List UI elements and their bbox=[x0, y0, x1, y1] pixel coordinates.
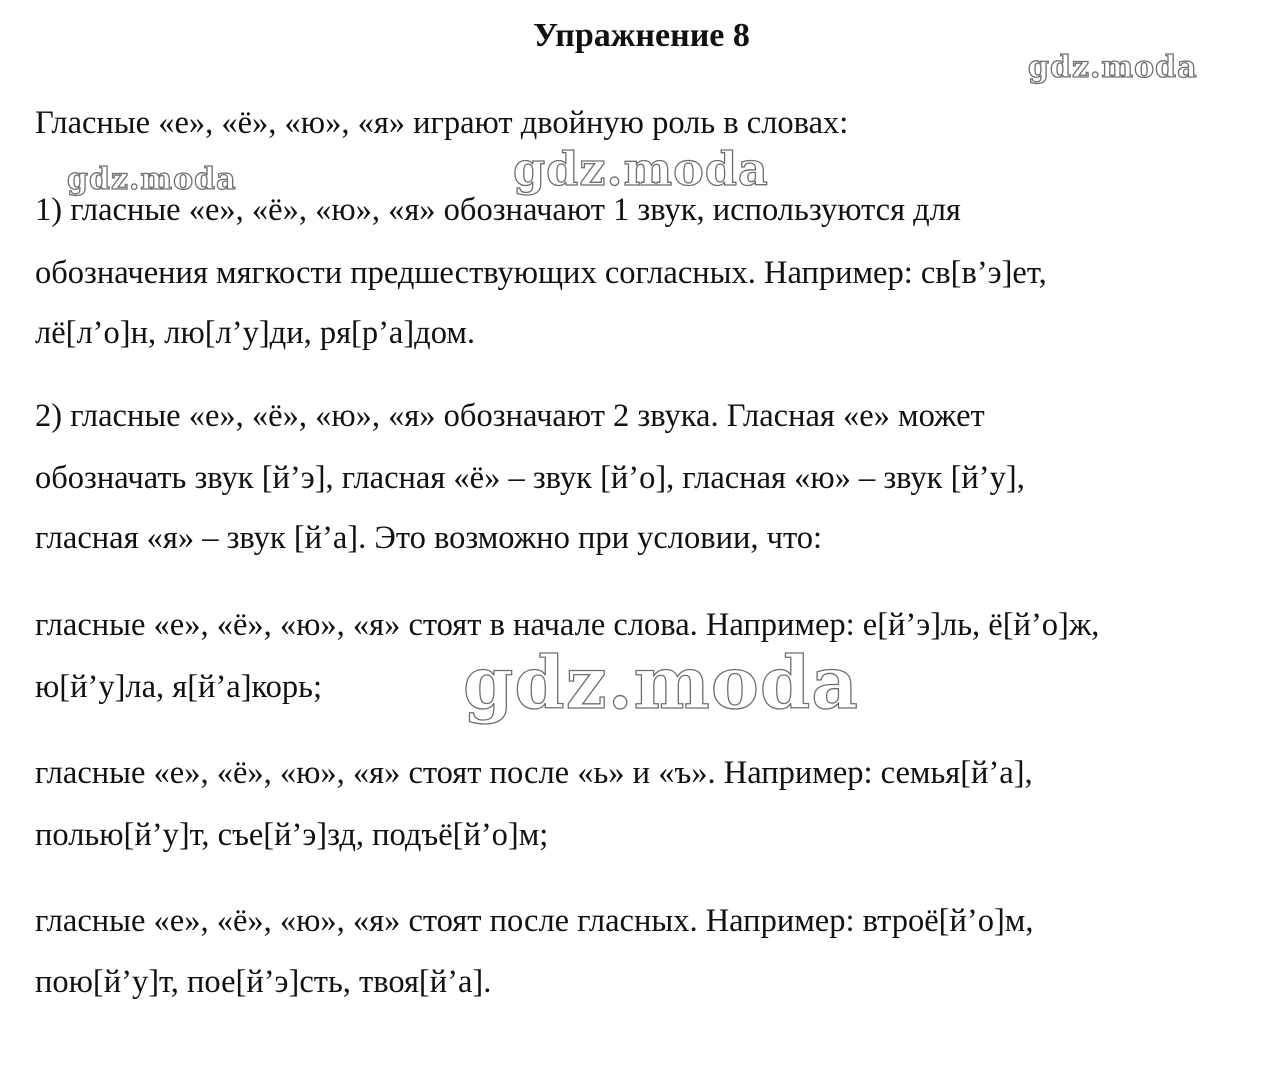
text-line-intro: Гласные «е», «ё», «ю», «я» играют двойную роль в словах: bbox=[35, 105, 849, 141]
text-line-rule-2: 2) гласные «е», «ё», «ю», «я» обозначают 2 звука. Гласная «е» может bbox=[35, 398, 985, 434]
watermark-logo: gdz.moda bbox=[67, 162, 237, 197]
text-line-rule-1-cont: обозначения мягкости предшествующих согласных. Например: св[в’э]ет, bbox=[35, 255, 1047, 291]
exercise-title: Упражнение 8 bbox=[533, 17, 750, 54]
text-line-case-signs-cont: полью[й’у]т, съе[й’э]зд, подъё[й’о]м; bbox=[35, 817, 549, 853]
text-line-case-start-cont: ю[й’у]ла, я[й’а]корь; bbox=[35, 669, 323, 705]
text-line-rule-1: 1) гласные «е», «ё», «ю», «я» обозначают 1 звук, используются для bbox=[35, 192, 961, 228]
watermark-logo: gdz.moda bbox=[463, 640, 859, 725]
text-line-case-vowels: гласные «е», «ё», «ю», «я» стоят после гласных. Например: втроё[й’о]м, bbox=[35, 903, 1034, 939]
text-line-rule-2-cont: обозначать звук [й’э], гласная «ё» – звук [й’о], гласная «ю» – звук [й’у], bbox=[35, 460, 1025, 496]
text-line-rule-2-condition: гласная «я» – звук [й’а]. Это возможно при условии, что: bbox=[35, 520, 823, 556]
watermark-logo: gdz.moda bbox=[1028, 50, 1198, 85]
text-line-rule-1-examples: лё[л’о]н, лю[л’у]ди, ря[р’а]дом. bbox=[35, 315, 476, 351]
text-line-case-vowels-cont: пою[й’у]т, пое[й’э]сть, твоя[й’а]. bbox=[35, 964, 492, 1000]
watermark-logo: gdz.moda bbox=[513, 142, 769, 196]
text-line-case-signs: гласные «е», «ё», «ю», «я» стоят после «ь» и «ъ». Например: семья[й’а], bbox=[35, 755, 1033, 791]
text-line-case-start: гласные «е», «ё», «ю», «я» стоят в начале слова. Например: е[й’э]ль, ё[й’о]ж, bbox=[35, 607, 1100, 643]
